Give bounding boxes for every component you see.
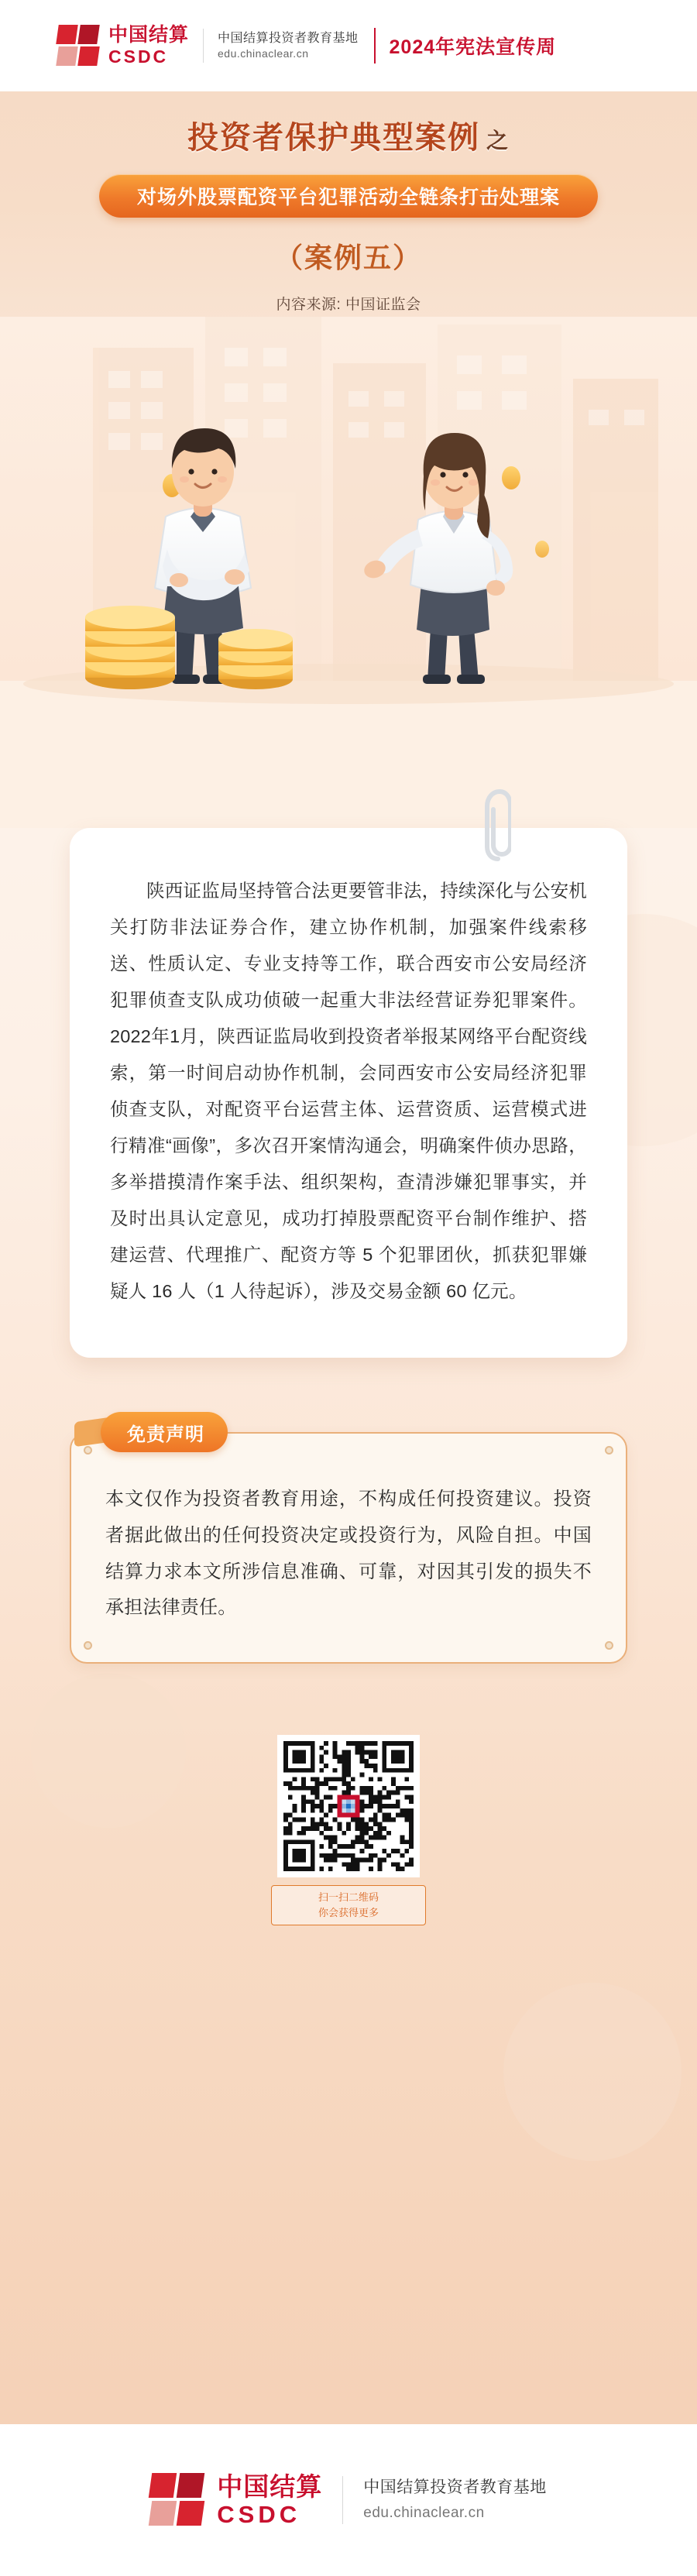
csdc-logo-text xyxy=(108,26,189,66)
qr-frame[interactable] xyxy=(277,1735,420,1877)
header-campaign-title: 2024年宪法宣传周 xyxy=(389,36,557,58)
card-wrap xyxy=(0,828,697,1358)
paperclip-icon xyxy=(485,788,511,862)
coin-stack-right xyxy=(218,629,293,689)
title-zone xyxy=(0,91,697,314)
disclaimer-wrap xyxy=(70,1424,627,1664)
csdc-logo-en: CSDC xyxy=(108,46,169,67)
disclaimer-box xyxy=(70,1432,627,1664)
footer-divider xyxy=(342,2476,343,2524)
page-footer xyxy=(0,2424,697,2576)
bg-blob-3 xyxy=(31,1673,186,1828)
footer-subtitle-en: edu.chinaclear.cn xyxy=(363,2505,485,2522)
case-body-text: 陕西证监局坚持管合法更要管非法，持续深化与公安机关打防非法证券合作，建立协作机制，加强案件线索移送、性质认定、专业支持等工作，联合西安市公安局经济犯罪侦查支队成功侦破一起重大非法经营证券犯罪案件。2022年1月，陕西证监局收到投资者举报某网络平台配资线索，第一时间启动协作机制，会同西安市公安局经济犯罪侦查支队，对配资平台运营主体、运营资质、运营模式进行精准“画像”，多次召开案情沟通会，明确案件侦办思路，多举措摸清作案手法、组织架构，查清涉嫌犯罪事实，并及时出具认定意见，成功打掉股票配资平台制作维护、搭建运营、代理推广、配资方等 5 个犯罪团伙，抓获犯罪嫌疑人 16 人（1 人待起诉），涉及交易金额 60 亿元。 xyxy=(110,881,587,1301)
header-subtitle-cn: 中国结算投资者教育基地 xyxy=(218,31,359,45)
qr-caption-line1: 扫一扫二维码 xyxy=(318,1891,379,1904)
screw-icon-bl xyxy=(84,1641,92,1650)
qr-zone xyxy=(271,1735,426,1925)
illustration xyxy=(0,317,697,828)
qr-code-image[interactable] xyxy=(283,1741,414,1871)
disclaimer-text: 本文仅作为投资者教育用途，不构成任何投资建议。投资者据此做出的任何投资决定或投资行为，风险自担。中国结算力求本文所涉信息准确、可靠，对因其引发的损失不承担法律责任。 xyxy=(105,1489,592,1619)
header-subtitle-en: edu.chinaclear.cn xyxy=(218,47,309,60)
footer-logo-cn: 中国结算 xyxy=(217,2472,323,2501)
footer-csdc-logo-text xyxy=(217,2474,322,2526)
screw-icon-tl xyxy=(84,1446,92,1455)
screw-icon-br xyxy=(605,1641,613,1650)
coin-stack-left xyxy=(85,606,175,689)
footer-logo-en: CSDC xyxy=(217,2501,301,2528)
qr-caption-line2: 你会获得更多 xyxy=(318,1906,379,1918)
footer-subtitle xyxy=(363,2477,547,2523)
case-body-card xyxy=(70,828,627,1358)
qr-caption xyxy=(271,1885,426,1925)
disclaimer-tag: 免责声明 xyxy=(101,1412,228,1452)
case-banner: 对场外股票配资平台犯罪活动全链条打击处理案 xyxy=(99,174,598,218)
page-title xyxy=(0,113,697,157)
bg-blob-4 xyxy=(503,1983,682,2161)
footer-csdc-logo-icon xyxy=(150,2473,204,2527)
header-subtitle xyxy=(218,30,359,61)
footer-subtitle-cn: 中国结算投资者教育基地 xyxy=(363,2478,547,2496)
csdc-logo-icon xyxy=(57,25,99,67)
case-number: （案例五） xyxy=(274,242,422,273)
screw-icon-tr xyxy=(605,1446,613,1455)
page-title-main: 投资者保护典型案例 xyxy=(187,121,480,155)
illustration-svg xyxy=(0,317,697,828)
page-header xyxy=(0,0,697,91)
header-divider xyxy=(203,29,204,63)
header-red-rule xyxy=(374,28,376,64)
page-title-suffix: 之 xyxy=(486,129,510,153)
csdc-logo-cn: 中国结算 xyxy=(108,24,190,46)
content-source: 内容来源: 中国证监会 xyxy=(276,297,421,313)
